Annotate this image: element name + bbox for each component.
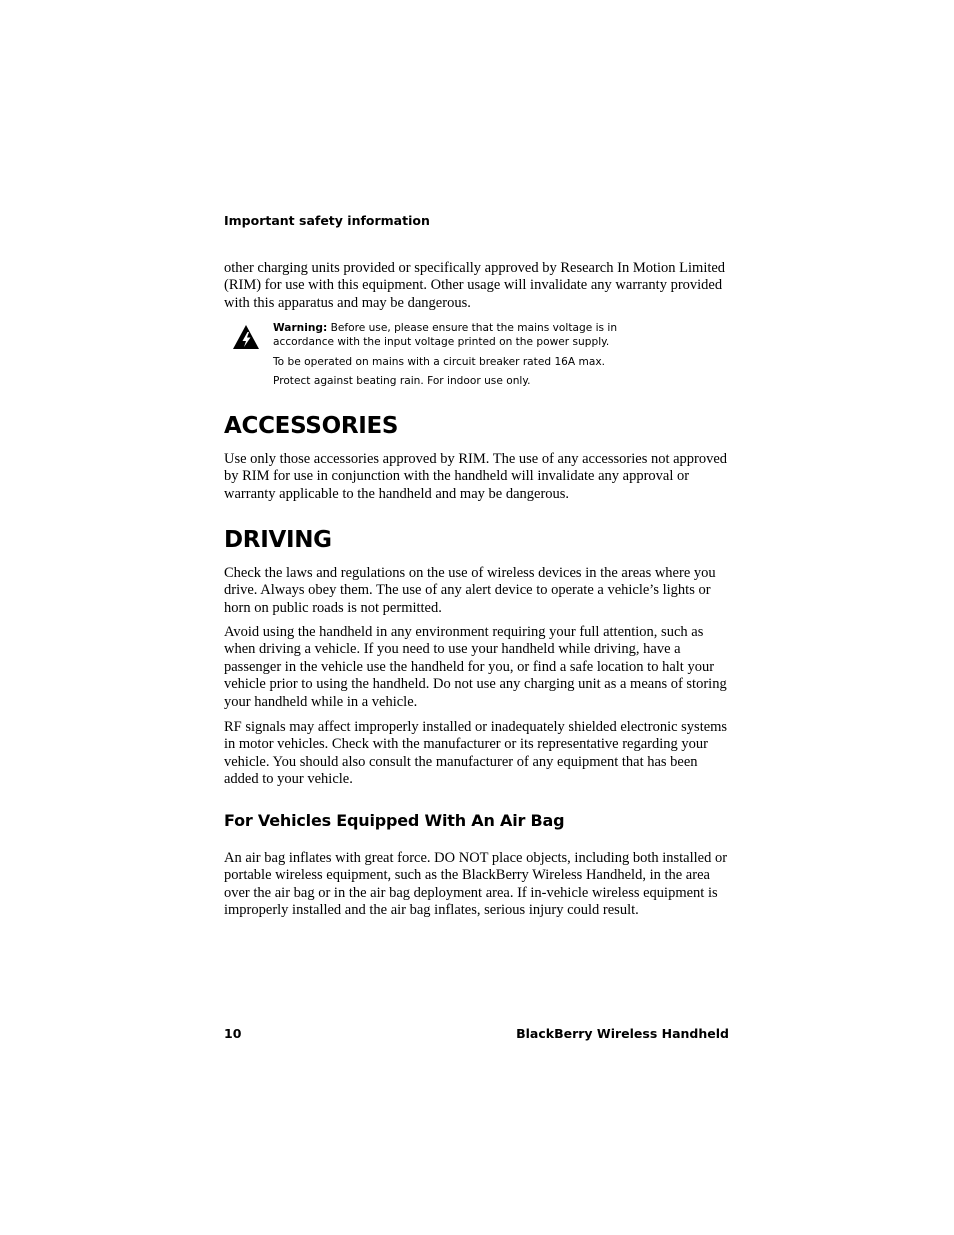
warning-note [273, 321, 633, 349]
driving-heading: DRIVING [224, 527, 332, 553]
air-bag-paragraph: An air bag inflates with great force. DO NOT place objects, including both installed or portable wireless equipment, such as the BlackBerry Wireless Handheld, in the area over the air bag or in the air bag deployment area. If in-vehicle wireless equipment is improperly installed and the air bag inflates, serious injury could result. [224, 850, 728, 919]
driving-paragraph-3: RF signals may affect improperly installed or inadequately shielded electronic systems in motor vehicles. Check with the manufacturer or its representative regarding your vehicle. You should also consult the manufacturer of any equipment that has been added to your vehicle. [224, 719, 728, 788]
warning-text-line1: Before use, please ensure that the mains voltage is in accordance with the input voltage printed on the power supply. [273, 322, 618, 348]
page-number: 10 [224, 1026, 242, 1041]
warning-text-line3: Protect against beating rain. For indoor use only. [273, 375, 531, 387]
intro-paragraph: other charging units provided or specifically approved by Research In Motion Limited (RIM) for use with this equipment. Other usage will invalidate any warranty provided with this apparatus and may be dangerous. [224, 260, 726, 311]
warning-triangle-icon [232, 324, 260, 350]
air-bag-heading: For Vehicles Equipped With An Air Bag [224, 811, 565, 830]
accessories-heading: ACCESSORIES [224, 413, 399, 439]
driving-paragraph-2: Avoid using the handheld in any environment requiring your full attention, such as when driving a vehicle. If you need to use your handheld while driving, have a passenger in the vehicle use the handheld for you, or find a safe location to halt your vehicle prior to using the handheld. Do not use any charging unit as a means of storing your handheld while in a vehicle. [224, 624, 727, 710]
driving-paragraph-1: Check the laws and regulations on the use of wireless devices in the areas where you drive. Always obey them. The use of any alert device to operate a vehicle’s lights or horn on public roads is not permitted. [224, 565, 716, 616]
warning-label: Warning: [273, 322, 328, 334]
running-header: Important safety information [224, 213, 430, 228]
accessories-paragraph: Use only those accessories approved by RIM. The use of any accessories not approved by RIM for use in conjunction with the handheld will invalidate any approval or warranty applicable to the handheld and may be dangerous. [224, 451, 728, 502]
warning-text-line2: To be operated on mains with a circuit breaker rated 16A max. [273, 356, 605, 368]
footer-book-title: BlackBerry Wireless Handheld [516, 1026, 729, 1041]
